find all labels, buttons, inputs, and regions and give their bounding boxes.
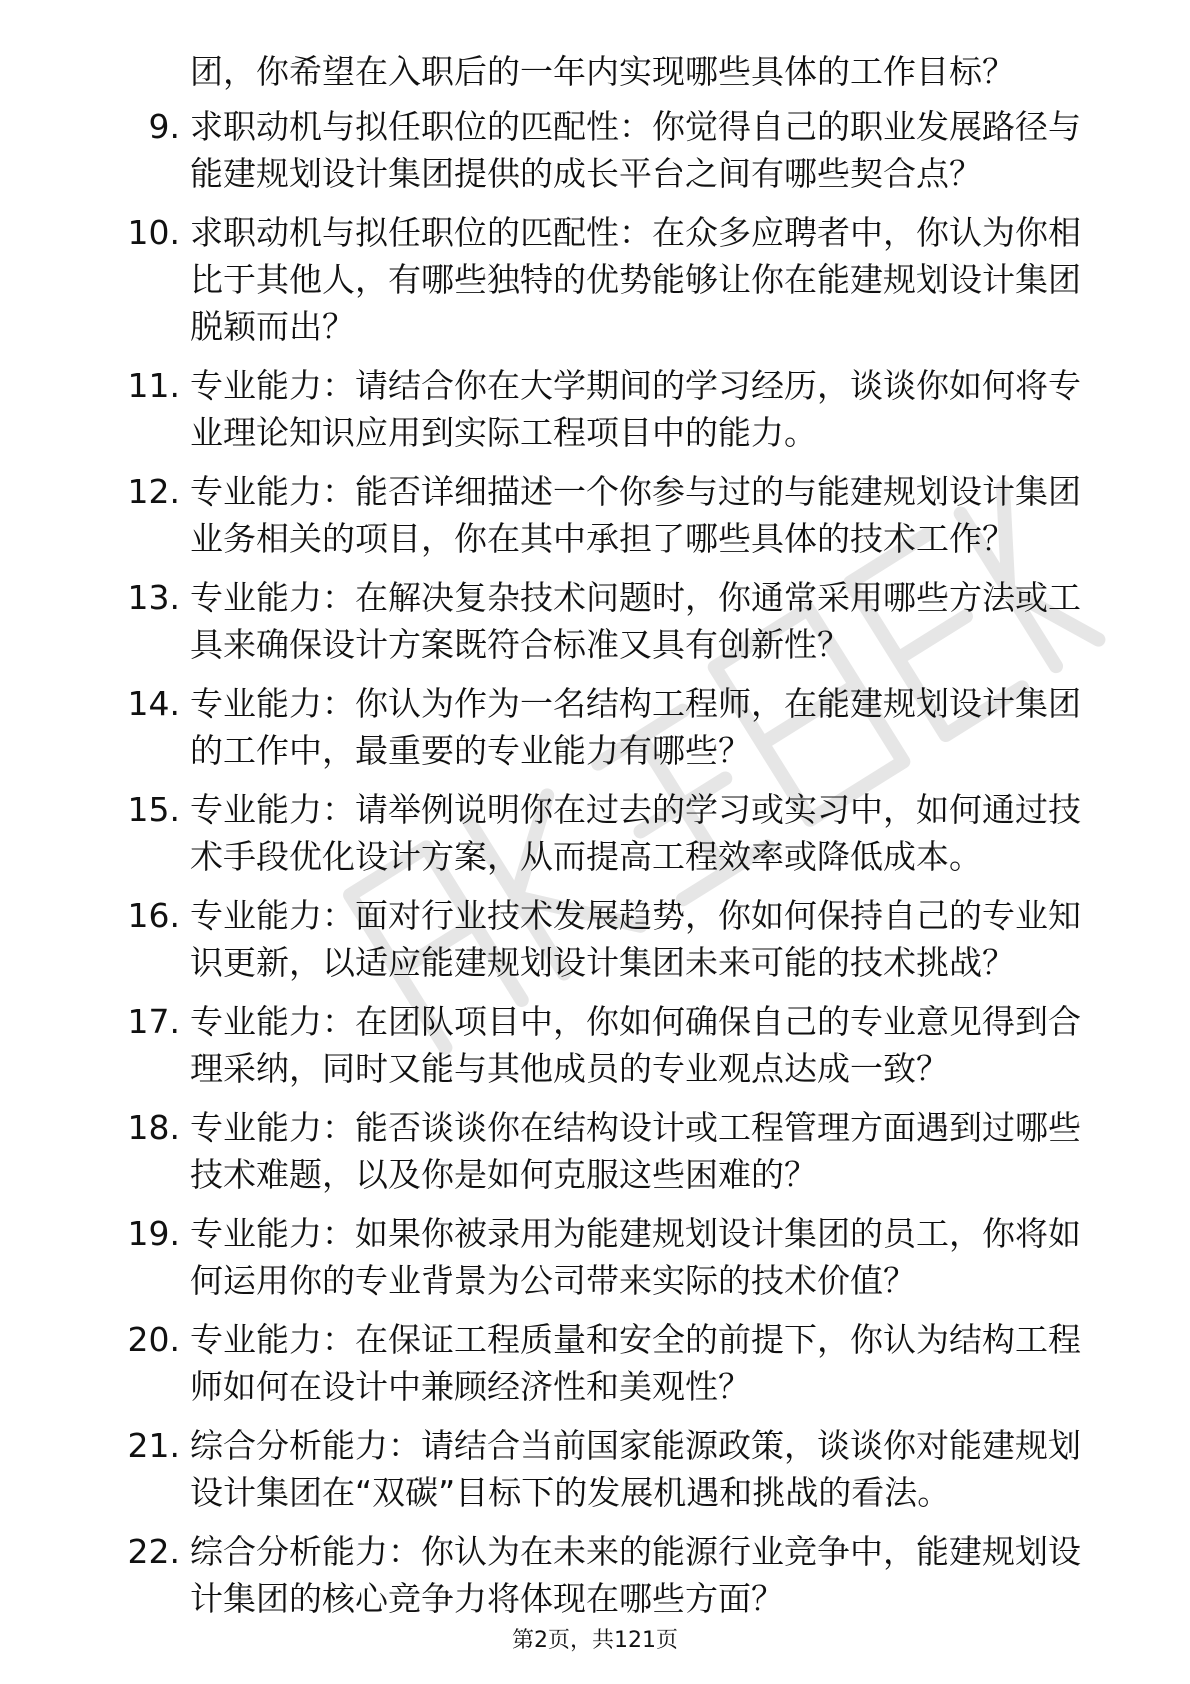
question-text: 求职动机与拟任职位的匹配性：你觉得自己的职业发展路径与能建规划设计集团提供的成长平台之间有哪些契合点？ xyxy=(190,107,1081,193)
question-item xyxy=(60,680,1110,774)
question-item xyxy=(60,1422,1110,1516)
question-text: 专业能力：你认为作为一名结构工程师，在能建规划设计集团的工作中，最重要的专业能力有哪些？ xyxy=(190,684,1081,770)
page-footer: 第2页，共121页 xyxy=(512,1628,678,1653)
question-number: 10. xyxy=(127,213,180,252)
question-item xyxy=(60,1210,1110,1304)
question-text: 专业能力：能否详细描述一个你参与过的与能建规划设计集团业务相关的项目，你在其中承担了哪些具体的技术工作？ xyxy=(190,472,1081,558)
question-item xyxy=(60,468,1110,562)
question-number: 11. xyxy=(127,366,180,405)
question-number: 14. xyxy=(127,684,180,723)
question-number: 13. xyxy=(127,578,180,617)
question-text: 综合分析能力：你认为在未来的能源行业竞争中，能建规划设计集团的核心竞争力将体现在哪些方面？ xyxy=(190,1532,1081,1618)
question-item xyxy=(60,574,1110,668)
question-text: 求职动机与拟任职位的匹配性：在众多应聘者中，你认为你相比于其他人，有哪些独特的优势能够让你在能建规划设计集团脱颖而出？ xyxy=(190,213,1081,346)
question-number: 15. xyxy=(127,790,180,829)
question-number: 20. xyxy=(127,1320,180,1359)
question-item xyxy=(60,1316,1110,1410)
question-item xyxy=(60,209,1110,350)
question-text: 团，你希望在入职后的一年内实现哪些具体的工作目标？ xyxy=(190,52,1015,91)
question-item xyxy=(60,786,1110,880)
question-number: 12. xyxy=(127,472,180,511)
question-list xyxy=(60,48,1110,1622)
question-text: 专业能力：如果你被录用为能建规划设计集团的员工，你将如何运用你的专业背景为公司带来实际的技术价值？ xyxy=(190,1214,1081,1300)
question-item xyxy=(60,103,1110,197)
question-text: 专业能力：在团队项目中，你如何确保自己的专业意见得到合理采纳，同时又能与其他成员的专业观点达成一致？ xyxy=(190,1002,1081,1088)
question-number: 19. xyxy=(127,1214,180,1253)
question-text: 专业能力：能否谈谈你在结构设计或工程管理方面遇到过哪些技术难题，以及你是如何克服这些困难的？ xyxy=(190,1108,1081,1194)
question-text: 专业能力：请结合你在大学期间的学习经历，谈谈你如何将专业理论知识应用到实际工程项目中的能力。 xyxy=(190,366,1081,452)
question-number: 21. xyxy=(127,1426,180,1465)
question-item xyxy=(60,892,1110,986)
question-text: 专业能力：在解决复杂技术问题时，你通常采用哪些方法或工具来确保设计方案既符合标准又具有创新性？ xyxy=(190,578,1081,664)
question-number: 17. xyxy=(127,1002,180,1041)
question-number: 18. xyxy=(127,1108,180,1147)
question-text: 专业能力：在保证工程质量和安全的前提下，你认为结构工程师如何在设计中兼顾经济性和美观性？ xyxy=(190,1320,1081,1406)
question-item xyxy=(60,362,1110,456)
question-item xyxy=(60,1528,1110,1622)
question-text: 专业能力：请举例说明你在过去的学习或实习中，如何通过技术手段优化设计方案，从而提高工程效率或降低成本。 xyxy=(190,790,1081,876)
question-item xyxy=(60,998,1110,1092)
question-number: 9. xyxy=(148,107,180,146)
question-item xyxy=(60,48,1110,95)
question-item xyxy=(60,1104,1110,1198)
question-text: 专业能力：面对行业技术发展趋势，你如何保持自己的专业知识更新，以适应能建规划设计集团未来可能的技术挑战？ xyxy=(190,896,1081,982)
question-number: 22. xyxy=(127,1532,180,1571)
question-number: 16. xyxy=(127,896,180,935)
question-text: 综合分析能力：请结合当前国家能源政策，谈谈你对能建规划设计集团在“双碳”目标下的发展机遇和挑战的看法。 xyxy=(190,1426,1081,1512)
